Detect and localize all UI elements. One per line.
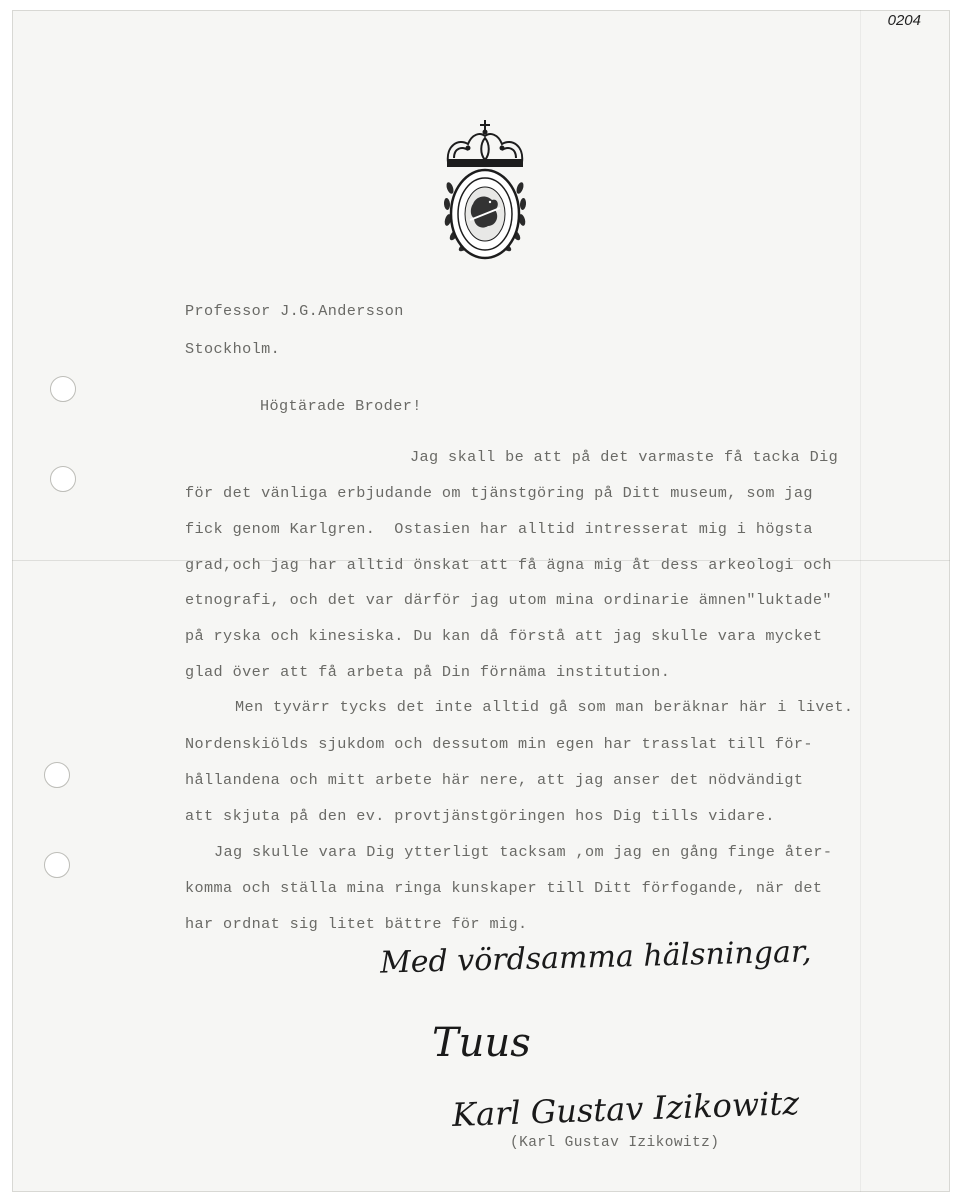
salutation: Högtärade Broder! [260,397,422,415]
body-line: Men tyvärr tycks det inte alltid gå som man beräknar här i livet. [235,698,854,716]
body-line: grad,och jag har alltid önskat att få ägna mig åt dess arkeologi och [185,556,832,574]
handwritten-closing: Med vördsamma hälsningar, [379,934,812,981]
recipient-city: Stockholm. [185,340,281,358]
body-line: etnografi, och det var därför jag utom mina ordinarie ämnen"luktade" [185,591,832,609]
body-line: glad över att få arbeta på Din förnäma institution. [185,663,671,681]
body-line: fick genom Karlgren. Ostasien har alltid intresserat mig i högsta [185,520,813,538]
body-line: komma och ställa mina ringa kunskaper till Ditt förfogande, när det [185,879,823,897]
punch-hole [44,852,70,878]
body-line: för det vänliga erbjudande om tjänstgöring på Ditt museum, som jag [185,484,813,502]
archive-page-number: 0204 [887,12,921,29]
punch-hole [50,376,76,402]
handwritten-tuus: Tuus [432,1020,531,1066]
body-line: på ryska och kinesiska. Du kan då förstå att jag skulle vara mycket [185,627,823,645]
handwritten-signature: Karl Gustav Izikowitz [451,1083,800,1135]
body-line: Jag skall be att på det varmaste få tacka Dig [410,448,839,466]
typed-signature-name: (Karl Gustav Izikowitz) [510,1135,720,1151]
paper-fold-line-vertical [860,10,861,1192]
punch-hole [44,762,70,788]
body-line: att skjuta på den ev. provtjänstgöringen hos Dig tills vidare. [185,807,775,825]
body-line: har ordnat sig litet bättre för mig. [185,915,528,933]
museum-emblem [440,118,540,270]
body-line: Jag skulle vara Dig ytterligt tacksam ,om jag en gång finge åter- [214,843,833,861]
recipient-name: Professor J.G.Andersson [185,302,404,320]
body-line: Nordenskiölds sjukdom och dessutom min egen har trasslat till för- [185,735,813,753]
body-line: hållandena och mitt arbete här nere, att jag anser det nödvändigt [185,771,804,789]
punch-hole [50,466,76,492]
